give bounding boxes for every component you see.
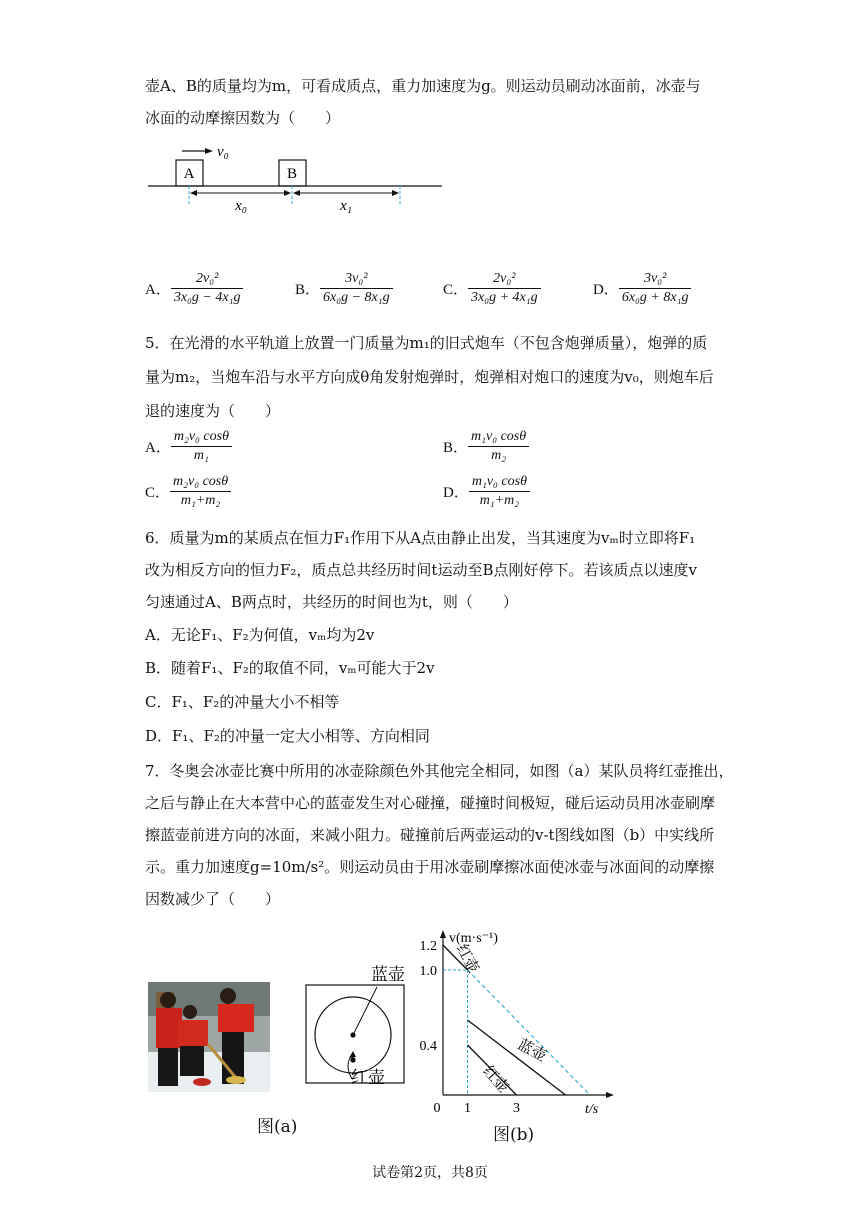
q6-option-a[interactable]: A．无论F₁、F₂为何值，vₘ均为2v — [145, 626, 375, 644]
x-tick-label-2: 3 — [513, 1101, 520, 1116]
vt-chart — [405, 920, 620, 1120]
x1-label: x₁ — [340, 198, 352, 214]
velocity-arrow-icon — [205, 148, 213, 154]
q6-line3: 匀速通过A、B两点时，共经历的时间也为t，则（ ） — [145, 593, 518, 611]
q7-line1: 7．冬奥会冰壶比赛中所用的冰壶除颜色外其他完全相同，如图（a）某队员将红壶推出， — [145, 762, 734, 780]
red-stone-marker — [350, 1057, 355, 1062]
page-footer: 试卷第2页，共8页 — [372, 1165, 488, 1181]
curling-photo — [148, 982, 270, 1092]
q5-option-c[interactable]: C． $\frac{\text{m₂v₀ cosθ}}{\text{m₁+m₂}}$ — [145, 473, 231, 510]
q4-option-d[interactable]: D． $\frac{\text{3v₀²}}{\text{6x₀g + 8x₁g}}$ — [593, 270, 691, 307]
q4-option-b[interactable]: B． $\frac{\text{3v₀²}}{\text{6x₀g − 8x₁g}}$ — [295, 270, 393, 307]
x-axis-label: t/s — [585, 1102, 599, 1117]
q4-text-line2: 冰面的动摩擦因数为（ ） — [145, 109, 341, 127]
q7-line2: 之后与静止在大本营中心的蓝壶发生对心碰撞，碰撞时间极短，碰后运动员用冰壶刷摩 — [145, 794, 716, 812]
q7-line5: 因数减少了（ ） — [145, 890, 281, 908]
series-label-1: 蓝壶 — [514, 1036, 549, 1066]
y-axis-label: v(m·s⁻¹) — [449, 931, 498, 946]
q6-option-b[interactable]: B．随着F₁、F₂的取值不同，vₘ可能大于2v — [145, 659, 435, 677]
x-axis-arrow-icon — [606, 1092, 614, 1098]
curling-house-diagram — [300, 965, 410, 1085]
block-a-label: A — [183, 166, 195, 182]
series-label-2: 红壶 — [479, 1063, 512, 1097]
q5-line2: 量为m₂，当炮车沿与水平方向成θ角发射炮弹时，炮弹相对炮口的速度为v₀，则炮车后 — [145, 368, 714, 386]
y-axis-arrow-icon — [440, 930, 446, 938]
q7-line4: 示。重力加速度g=10m/s²。则运动员由于用冰壶刷摩擦冰面使冰壶与冰面间的动摩擦 — [145, 858, 715, 876]
v0-label: v₀ — [217, 144, 229, 160]
y-tick-label-1: 1.0 — [419, 964, 437, 979]
q5-line1: 5．在光滑的水平轨道上放置一门质量为m₁的旧式炮车（不包含炮弹质量），炮弹的质 — [145, 334, 708, 352]
x0-label: x₀ — [235, 198, 247, 214]
q6-line2: 改为相反方向的恒力F₂，质点总共经历时间t运动至B点刚好停下。若该质点以速度v — [145, 561, 697, 579]
fig-a-caption: 图(a) — [257, 1117, 298, 1137]
q5-line3: 退的速度为（ ） — [145, 402, 281, 420]
q4-blocks-figure — [145, 140, 445, 215]
q5-option-b[interactable]: B． $\frac{\text{m₁v₀ cosθ}}{\text{m₂}}$ — [443, 428, 529, 465]
q6-line1: 6．质量为m的某质点在恒力F₁作用下从A点由静止出发，当其速度为vₘ时立即将F₁ — [145, 529, 696, 547]
red-stone-label: 红壶 — [351, 1068, 385, 1085]
x-tick-label-0: 0 — [433, 1101, 441, 1116]
y-tick-label-2: 0.4 — [419, 1039, 437, 1054]
q5-option-d[interactable]: D． $\frac{\text{m₁v₀ cosθ}}{\text{m₁+m₂}}$ — [443, 473, 530, 510]
y-tick-label-0: 1.2 — [419, 939, 437, 954]
fig-b-caption: 图(b) — [493, 1125, 535, 1145]
q6-option-c[interactable]: C．F₁、F₂的冲量大小不相等 — [145, 693, 340, 711]
series-label-0: 红壶 — [452, 941, 482, 976]
q6-option-d[interactable]: D．F₁、F₂的冲量一定大小相等、方向相同 — [145, 727, 430, 745]
q4-option-c[interactable]: C． $\frac{\text{2v₀²}}{\text{3x₀g + 4x₁g}}$ — [443, 270, 541, 307]
q4-text-line1: 壶A、B的质量均为m，可看成质点，重力加速度为g。则运动员刷动冰面前，冰壶与 — [145, 77, 701, 95]
series-line-3 — [468, 1020, 566, 1095]
blue-stone-label: 蓝壶 — [371, 965, 405, 985]
q5-option-a[interactable]: A． $\frac{\text{m₂v₀ cosθ}}{\text{m₁}}$ — [145, 428, 232, 465]
q4-option-a[interactable]: A． $\frac{\text{2v₀²}}{\text{3x₀g − 4x₁g}}$ — [145, 270, 243, 307]
q7-line3: 擦蓝壶前进方向的冰面，来减小阻力。碰撞前后两壶运动的v-t图线如图（b）中实线所 — [145, 826, 715, 844]
pointer-arrow-icon — [349, 1051, 356, 1058]
x-tick-label-1: 1 — [464, 1101, 471, 1116]
block-b-label: B — [286, 166, 298, 182]
